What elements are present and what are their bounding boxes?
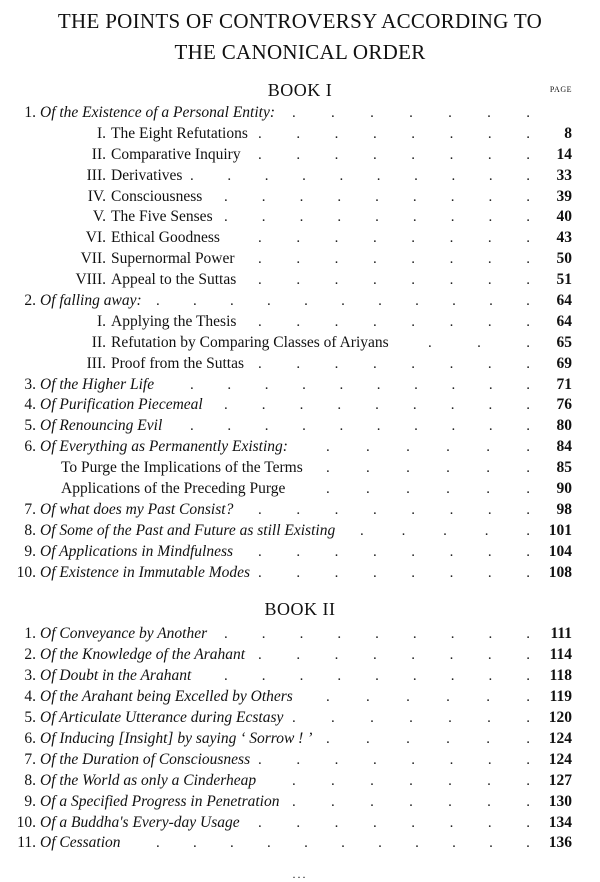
toc-entry — [0, 291, 600, 312]
dot-leader: . . . . . — [360, 522, 530, 539]
page-number: 136 — [548, 834, 572, 852]
entry-number: 7. — [24, 500, 36, 518]
toc-entry — [0, 124, 600, 145]
entry-number: 8. — [24, 771, 36, 789]
entry-number: 9. — [24, 792, 36, 810]
entry-title: Supernormal Power — [111, 250, 235, 268]
entry-title: Applications of the Preceding Purge — [61, 480, 286, 498]
dot-leader: . . . . . . — [326, 481, 530, 498]
dot-leader: . . . . . . . — [292, 793, 530, 810]
entry-title: Of Doubt in the Arahant — [40, 667, 192, 685]
toc-entry — [0, 708, 600, 729]
entry-roman-numeral: I. — [96, 312, 106, 330]
dot-leader: . . . . . . . . — [258, 564, 530, 581]
toc-entry — [0, 771, 600, 792]
page-number: 43 — [556, 229, 572, 247]
entry-title: Of what does my Past Consist? — [40, 500, 234, 518]
entry-roman-numeral: III. — [86, 354, 106, 372]
toc-entry — [0, 354, 600, 375]
page-number: 51 — [556, 271, 572, 289]
entry-title: Of Conveyance by Another — [40, 625, 208, 643]
toc-entry — [0, 666, 600, 687]
page-number: 84 — [556, 438, 572, 456]
entry-title: Of Cessation — [40, 834, 121, 852]
entry-title: Of the World as only a Cinderheap — [40, 771, 257, 789]
entry-number: 6. — [24, 438, 36, 456]
entry-roman-numeral: IV. — [87, 187, 106, 205]
entry-title: Of Everything as Permanently Existing: — [40, 438, 288, 456]
page-number: 108 — [548, 563, 572, 581]
book-two-entries — [0, 624, 600, 854]
entry-title: Ethical Goodness — [111, 229, 220, 247]
entry-title: Refutation by Comparing Classes of Ariyans — [111, 333, 389, 351]
dot-leader: . . . . . . . . . — [224, 626, 530, 643]
page-number: 80 — [556, 417, 572, 435]
page-number: 134 — [548, 813, 572, 831]
entry-title: Of Renouncing Evil — [40, 417, 163, 435]
entry-title: Of a Specified Progress in Penetration — [40, 792, 280, 810]
page-number: 124 — [548, 750, 572, 768]
toc-entry — [0, 500, 600, 521]
toc-entry — [0, 750, 600, 771]
entry-number: 5. — [24, 709, 36, 727]
dot-leader: . . . . . . . . — [258, 125, 530, 142]
dot-leader: . . . . . . . . — [258, 814, 530, 831]
dot-leader: . . . . . . . . — [258, 230, 530, 247]
toc-entry — [0, 103, 600, 124]
dot-leader: . . . . . . . . — [258, 501, 530, 518]
entry-roman-numeral: II. — [91, 145, 106, 163]
entry-title: Of Inducing [Insight] by saying ‘ Sorrow ! ’ — [40, 729, 313, 747]
toc-entry — [0, 833, 600, 854]
dot-leader: . . . . . . . . — [258, 251, 530, 268]
entry-title: Of Articulate Utterance during Ecstasy — [40, 709, 284, 727]
book-heading — [0, 599, 600, 620]
entry-roman-numeral: III. — [86, 166, 106, 184]
entry-title: Of the Arahant being Excelled by Others — [40, 688, 293, 706]
entry-title: The Eight Refutations — [111, 124, 248, 142]
dot-leader: . . . . . . . . . . . — [156, 293, 530, 310]
entry-title: Of a Buddha's Every-day Usage — [40, 813, 240, 831]
toc-entry — [0, 312, 600, 333]
toc-entry — [0, 687, 600, 708]
entry-roman-numeral: VIII. — [75, 271, 106, 289]
page-number: 8 — [564, 124, 572, 142]
page-number: 90 — [556, 480, 572, 498]
book-two-section — [0, 599, 600, 854]
toc-entry — [0, 542, 600, 563]
entry-title: Proof from the Suttas — [111, 354, 245, 372]
page-number: 50 — [556, 250, 572, 268]
continuation-mark: ... — [292, 867, 308, 881]
dot-leader: . . . . . . . . . . — [190, 418, 530, 435]
dot-leader: . . . . . . . — [292, 772, 530, 789]
entry-title: Appeal to the Suttas — [111, 271, 237, 289]
dot-leader: . . . — [428, 334, 530, 351]
page-number: 118 — [549, 667, 572, 685]
dot-leader: . . . . . . — [326, 689, 530, 706]
dot-leader: . . . . . . . . . . . — [156, 835, 530, 852]
entry-roman-numeral: II. — [91, 333, 106, 351]
book-one-section — [0, 80, 600, 583]
page-number: 14 — [556, 145, 572, 163]
page-number: 124 — [548, 729, 572, 747]
entry-number: 10. — [16, 813, 36, 831]
entry-number: 3. — [24, 667, 36, 685]
entry-title: Of the Higher Life — [40, 375, 155, 393]
dot-leader: . . . . . . — [326, 460, 530, 477]
book-two-heading: BOOK II — [264, 599, 336, 620]
page-number: 64 — [556, 312, 572, 330]
dot-leader: . . . . . . . . — [258, 146, 530, 163]
page-number: 127 — [548, 771, 572, 789]
toc-entry — [0, 187, 600, 208]
page-number: 64 — [556, 292, 572, 310]
toc-entry — [0, 270, 600, 291]
page-number: 120 — [548, 709, 572, 727]
toc-entry — [0, 333, 600, 354]
page-number: 101 — [548, 521, 572, 539]
page-number: 130 — [548, 792, 572, 810]
toc-entry — [0, 207, 600, 228]
entry-title: Of the Duration of Consciousness — [40, 750, 251, 768]
book-heading — [0, 80, 600, 101]
entry-title: Of Purification Piecemeal — [40, 396, 203, 414]
document-title — [0, 6, 600, 68]
dot-leader: . . . . . . . . — [258, 272, 530, 289]
dot-leader: . . . . . . . . — [258, 313, 530, 330]
page-number: 111 — [550, 625, 572, 643]
entry-number: 7. — [24, 750, 36, 768]
toc-entry — [0, 792, 600, 813]
entry-title: Of the Knowledge of the Arahant — [40, 646, 246, 664]
entry-title: Of Some of the Past and Future as still Existing — [40, 521, 336, 539]
dot-leader: . . . . . . . . — [258, 543, 530, 560]
entry-roman-numeral: I. — [96, 124, 106, 142]
entry-number: 1. — [24, 104, 36, 121]
page-column-label: PAGE — [549, 85, 572, 94]
dot-leader: . . . . . . — [326, 730, 530, 747]
page-number: 40 — [556, 208, 572, 226]
entry-title: Consciousness — [111, 187, 203, 205]
entry-number: 3. — [24, 375, 36, 393]
page-number: 98 — [556, 500, 572, 518]
toc-entry — [0, 624, 600, 645]
toc-entry — [0, 249, 600, 270]
page-number: 114 — [549, 646, 572, 664]
dot-leader: . . . . . . — [326, 439, 530, 456]
entry-number: 2. — [24, 646, 36, 664]
dot-leader: . . . . . . . . — [258, 355, 530, 372]
book-one-entries — [0, 103, 600, 583]
entry-number: 5. — [24, 417, 36, 435]
entry-title: Of the Existence of a Personal Entity: — [40, 104, 276, 121]
toc-entry — [0, 458, 600, 479]
toc-entry — [0, 521, 600, 542]
page-number: 33 — [556, 166, 572, 184]
page-number: 85 — [556, 459, 572, 477]
entry-number: 4. — [24, 688, 36, 706]
dot-leader: . . . . . . . . . — [224, 209, 530, 226]
toc-entry — [0, 145, 600, 166]
toc-entry — [0, 563, 600, 584]
entry-number: 9. — [24, 542, 36, 560]
title-line-1: THE POINTS OF CONTROVERSY ACCORDING TO — [57, 9, 543, 33]
dot-leader: . . . . . . . . — [258, 647, 530, 664]
dot-leader: . . . . . . . . . — [224, 668, 530, 685]
page-number: 65 — [556, 333, 572, 351]
toc-entry — [0, 729, 600, 750]
entry-title: The Five Senses — [111, 208, 213, 226]
entry-number: 11. — [17, 834, 36, 852]
dot-leader: . . . . . . . . — [258, 751, 530, 768]
toc-entry — [0, 395, 600, 416]
dot-leader: . . . . . . . . . — [224, 397, 530, 414]
book-one-heading: BOOK I — [267, 80, 333, 100]
entry-roman-numeral: V. — [92, 208, 106, 226]
entry-roman-numeral: VI. — [85, 229, 106, 247]
entry-title: Of Existence in Immutable Modes — [40, 563, 251, 581]
entry-number: 8. — [24, 521, 36, 539]
entry-number: 6. — [24, 729, 36, 747]
dot-leader: . . . . . . . . . . — [190, 167, 530, 184]
entry-number: 10. — [16, 563, 36, 581]
toc-entry — [0, 416, 600, 437]
dot-leader: . . . . . . . . . — [224, 188, 530, 205]
entry-title: Of Applications in Mindfulness — [40, 542, 234, 560]
entry-number: 4. — [24, 396, 36, 414]
page-number: 39 — [556, 187, 572, 205]
entry-number: 1. — [24, 625, 36, 643]
toc-entry — [0, 479, 600, 500]
toc-entry — [0, 645, 600, 666]
entry-title: Comparative Inquiry — [111, 145, 241, 163]
toc-entry — [0, 813, 600, 834]
dot-leader: . . . . . . . — [292, 105, 530, 121]
entry-title: Derivatives — [111, 166, 183, 184]
page-number: 71 — [556, 375, 572, 393]
entry-title: Of falling away: — [40, 292, 142, 310]
dot-leader: . . . . . . . . . . — [190, 376, 530, 393]
dot-leader: . . . . . . . — [292, 710, 530, 727]
page-number: 104 — [548, 542, 572, 560]
entry-title: To Purge the Implications of the Terms — [61, 459, 303, 477]
toc-entry — [0, 166, 600, 187]
toc-entry — [0, 437, 600, 458]
title-line-2: THE CANONICAL ORDER — [174, 40, 426, 64]
entry-roman-numeral: VII. — [80, 250, 106, 268]
page-number: 69 — [556, 354, 572, 372]
toc-entry — [0, 375, 600, 396]
entry-number: 2. — [24, 292, 36, 310]
toc-entry — [0, 228, 600, 249]
page-number: 119 — [549, 688, 572, 706]
entry-title: Applying the Thesis — [111, 312, 237, 330]
page-number: 76 — [556, 396, 572, 414]
